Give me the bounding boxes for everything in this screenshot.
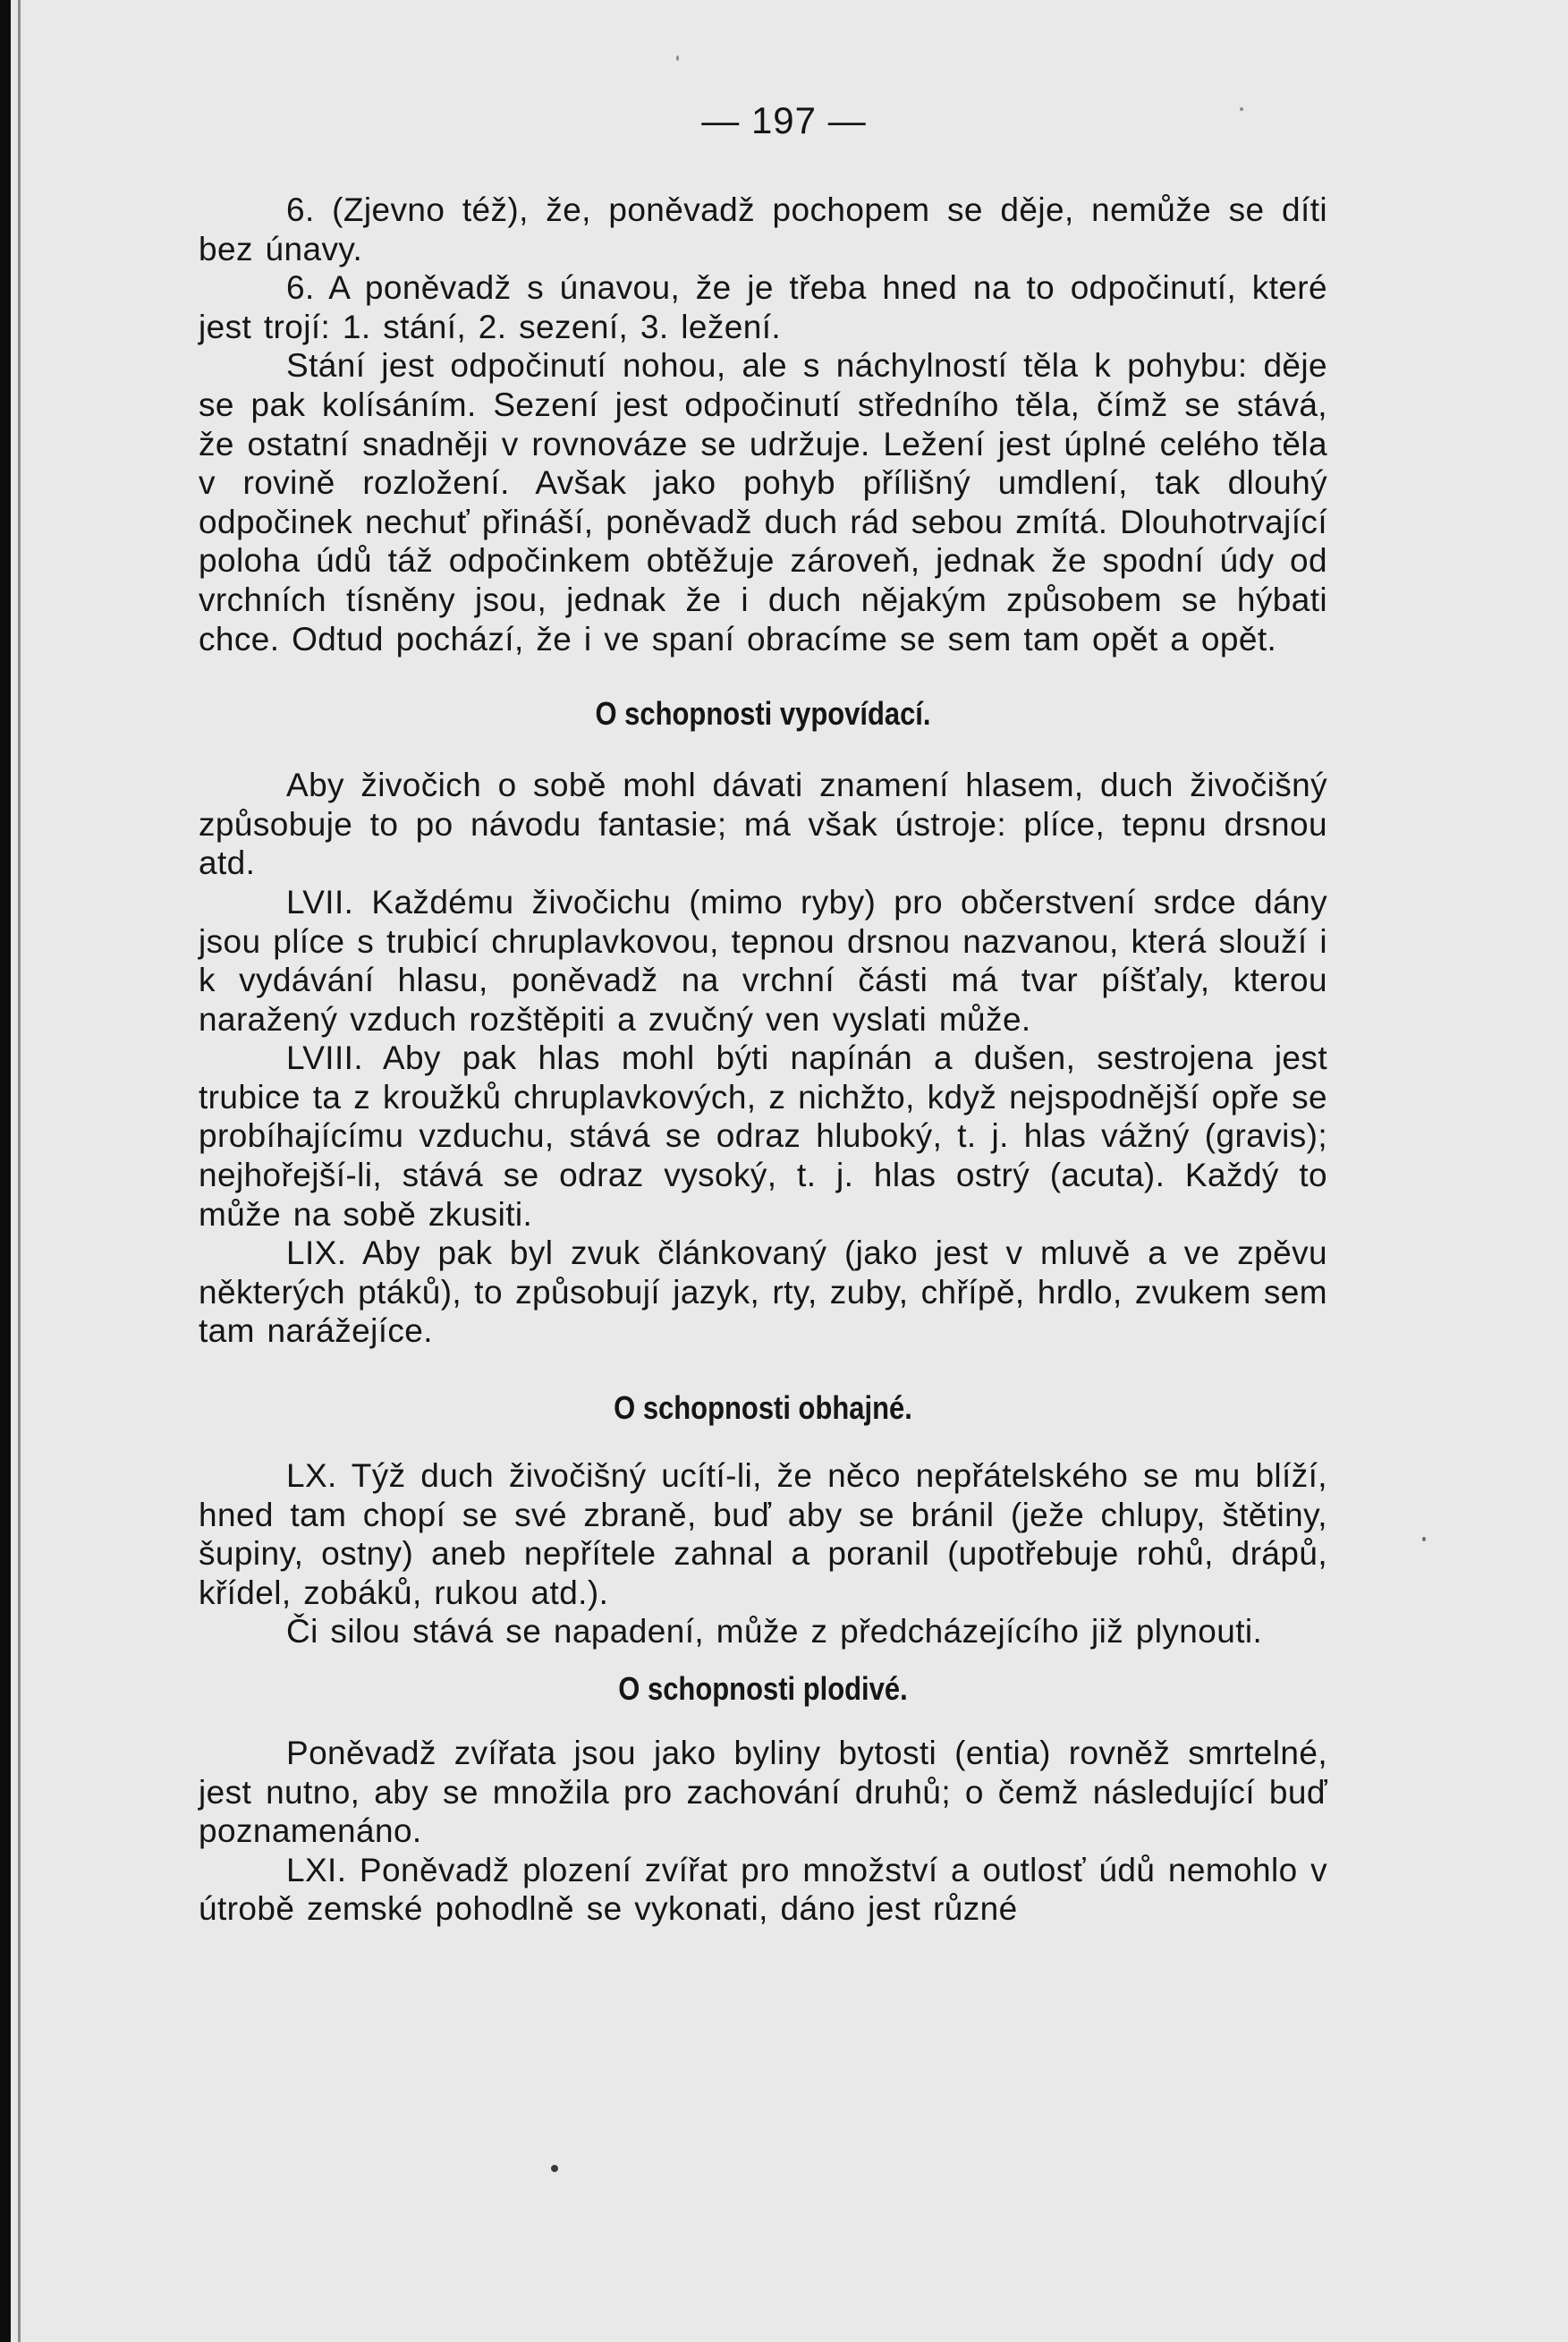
scan-edge-line [18,0,21,2342]
scan-speck [676,55,679,61]
paragraph: LVII. Každému živočichu (mimo ryby) pro občerstvení srdce dány jsou plíce s trubicí chruplavkovou, tepnou drsnou nazvanou, která slouží i k vydávání hlasu, poněvadž na vrchní části má tvar píšťaly, kterou naražený vzduch rozštěpiti a zvučný ven vyslati může. [199,883,1327,1038]
scan-speck [1240,107,1243,111]
scan-dark-edge [0,0,11,2342]
page-number: — 197 — [701,99,867,141]
text-column [199,191,1327,1929]
paragraph: LXI. Poněvadž plození zvířat pro množství a outlosť údů nemohlo v útrobě zemské pohodlně se vykonati, dáno jest různé [199,1851,1327,1928]
paragraph: Aby živočich o sobě mohl dávati znamení hlasem, duch živočišný způsobuje to po návodu fantasie; má však ústroje: plíce, tepnu drsnou atd. [199,767,1327,882]
scan-speck [1422,1537,1426,1541]
paragraph: LX. Týž duch živočišný ucítí-li, že něco nepřátelského se mu blíží, hned tam chopí se své zbraně, buď aby se bránil (ježe chlupy, štětiny, šupiny, ostny) aneb nepřítele zahnal a poranil (upotřebuje rohů, drápů, křídel, zobáků, rukou atd.). [199,1457,1327,1611]
paragraph: 6. (Zjevno též), že, poněvadž pochopem se děje, nemůže se díti bez únavy. [199,191,1327,267]
paragraph: 6. A poněvadž s únavou, že je třeba hned na to odpočinutí, které jest trojí: 1. stání, 2. sezení, 3. ležení. [199,269,1327,345]
paragraph: Či silou stává se napadení, může z předcházejícího již plynouti. [286,1613,1263,1650]
paragraph: Poněvadž zvířata jsou jako byliny bytosti (entia) rovněž smrtelné, jest nutno, aby se množila pro zachování druhů; o čemž následující buď poznamenáno. [199,1735,1327,1850]
paragraph: LIX. Aby pak byl zvuk článkovaný (jako jest v mluvě a ve zpěvu některých ptáků), to způsobují jazyk, rty, zuby, chřípě, hrdlo, zvukem sem tam narážejíce. [199,1235,1327,1350]
section-heading-vypovidaci: O schopnosti vypovídací. [595,695,931,733]
section-heading-plodive: O schopnosti plodivé. [618,1670,908,1707]
paragraph: Stání jest odpočinutí nohou, ale s náchylností těla k pohybu: děje se pak kolísáním. Sezení jest odpočinutí středního těla, čímž se stává, že ostatní snadněji v rovnováze se udržuje. Ležení jest úplné celého těla v rovině rozložení. Avšak jako pohyb přílišný umdlení, tak dlouhý odpočinek nechuť přináší, poněvadž duch rád sebou zmítá. Dlouhotrvající poloha údů táž odpočinkem obtěžuje zároveň, jednak že spodní údy od vrchních tísněny jsou, jednak že i duch nějakým způsobem se hýbati chce. Odtud pochází, že i ve spaní obracíme se sem tam opět a opět. [199,347,1327,658]
section-heading-obhajne: O schopnosti obhajné. [614,1389,912,1427]
paragraph: LVIII. Aby pak hlas mohl býti napínán a dušen, sestrojena jest trubice ta z kroužků chruplavkových, z nichžto, když nejspodnější opře se probíhajícímu vzduchu, stává se odraz hluboký, t. j. hlas vážný (gravis); nejhořejší-li, stává se odraz vysoký, t. j. hlas ostrý (acuta). Každý to může na sobě zkusiti. [199,1039,1327,1233]
scan-speck [551,2165,558,2172]
